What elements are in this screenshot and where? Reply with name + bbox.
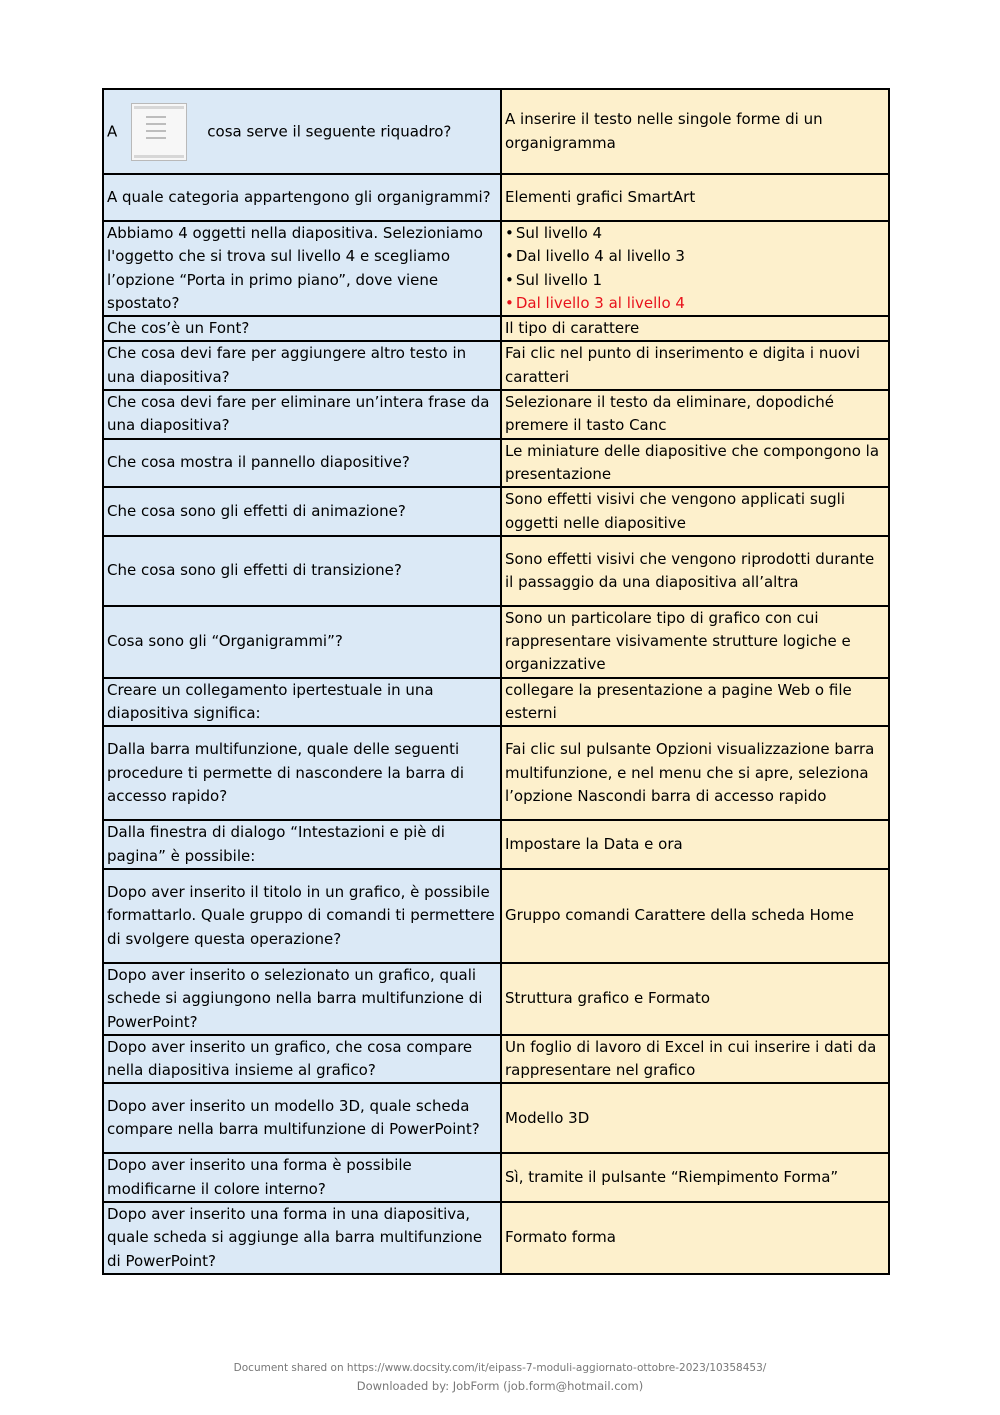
option-text: Dal livello 4 al livello 3 <box>515 247 685 266</box>
question-cell: Dopo aver inserito o selezionato un grafico, quali schede si aggiungono nella barra multifunzione di PowerPoint? <box>103 963 501 1035</box>
answer-cell: Impostare la Data e ora <box>501 820 889 869</box>
question-cell: Dopo aver inserito una forma in una diapositiva, quale scheda si aggiunge alla barra multifunzione di PowerPoint? <box>103 1202 501 1274</box>
question-cell: Che cosa mostra il pannello diapositive? <box>103 439 501 488</box>
footer-shared-notice: Document shared on https://www.docsity.com/it/eipass-7-moduli-aggiornato-ottobre-2023/10358453/ <box>233 1362 767 1374</box>
answer-cell: Selezionare il testo da eliminare, dopodiché premere il tasto Canc <box>501 390 889 439</box>
question-cell: Che cosa sono gli effetti di animazione? <box>103 487 501 536</box>
answer-cell: Gruppo comandi Carattere della scheda Home <box>501 869 889 963</box>
option-text: Dal livello 3 al livello 4 <box>515 293 685 312</box>
option-text: Sul livello 1 <box>515 270 603 289</box>
answer-cell: Struttura grafico e Formato <box>501 963 889 1035</box>
answer-cell: A inserire il testo nelle singole forme di un organigramma <box>501 89 889 174</box>
answer-cell: Sono un particolare tipo di grafico con cui rappresentare visivamente strutture logiche e organizzative <box>501 606 889 678</box>
question-cell <box>103 89 501 174</box>
table-row <box>103 487 889 536</box>
bullet-marker: • <box>505 247 514 266</box>
answer-cell: Le miniature delle diapositive che compongono la presentazione <box>501 439 889 488</box>
question-cell: Dopo aver inserito il titolo in un grafico, è possibile formattarlo. Quale gruppo di comandi ti permettere di svolgere questa operazione? <box>103 869 501 963</box>
table-row <box>103 726 889 820</box>
question-cell: Abbiamo 4 oggetti nella diapositiva. Selezioniamo l'oggetto che si trova sul livello 4 e scegliamo l’opzione “Porta in primo piano”, dove viene spostato? <box>103 221 501 316</box>
answer-option <box>505 269 885 292</box>
answer-option-correct <box>505 292 885 315</box>
option-text: Sul livello 4 <box>515 224 603 242</box>
answer-cell: collegare la presentazione a pagine Web o file esterni <box>501 678 889 727</box>
answer-cell: Fai clic sul pulsante Opzioni visualizzazione barra multifunzione, e nel menu che si apre, seleziona l’opzione Nascondi barra di accesso rapido <box>501 726 889 820</box>
question-cell: Dalla barra multifunzione, quale delle seguenti procedure ti permette di nascondere la barra di accesso rapido? <box>103 726 501 820</box>
answer-option <box>505 245 885 268</box>
footer-downloaded-by: Downloaded by: JobForm (job.form@hotmail.com) <box>356 1379 644 1393</box>
answer-cell: Sì, tramite il pulsante “Riempimento Forma” <box>501 1153 889 1202</box>
table-row <box>103 341 889 390</box>
question-cell: Che cos’è un Font? <box>103 316 501 341</box>
answer-cell: Sono effetti visivi che vengono riprodotti durante il passaggio da una diapositiva all’altra <box>501 536 889 606</box>
table-row <box>103 1202 889 1274</box>
bullet-marker: • <box>505 270 514 289</box>
answer-cell: Modello 3D <box>501 1083 889 1153</box>
question-prefix: A <box>107 122 118 140</box>
table-row <box>103 820 889 869</box>
qa-table <box>102 88 890 1275</box>
question-cell: Dopo aver inserito un modello 3D, quale scheda compare nella barra multifunzione di PowerPoint? <box>103 1083 501 1153</box>
answer-option <box>505 222 885 245</box>
question-text: cosa serve il seguente riquadro? <box>207 122 452 140</box>
table-row <box>103 174 889 221</box>
answer-cell: Formato forma <box>501 1202 889 1274</box>
table-row <box>103 963 889 1035</box>
question-cell: Che cosa sono gli effetti di transizione? <box>103 536 501 606</box>
answer-cell: Fai clic nel punto di inserimento e digita i nuovi caratteri <box>501 341 889 390</box>
table-row <box>103 869 889 963</box>
table-row <box>103 536 889 606</box>
question-cell: A quale categoria appartengono gli organigrammi? <box>103 174 501 221</box>
question-cell: Dalla finestra di dialogo “Intestazioni e piè di pagina” è possibile: <box>103 820 501 869</box>
question-cell: Dopo aver inserito una forma è possibile modificarne il colore interno? <box>103 1153 501 1202</box>
bullet-marker: • <box>505 293 514 312</box>
panel-thumbnail-image <box>131 103 187 161</box>
table-row <box>103 316 889 341</box>
table-row <box>103 221 889 316</box>
question-cell: Che cosa devi fare per aggiungere altro testo in una diapositiva? <box>103 341 501 390</box>
answer-cell: Il tipo di carattere <box>501 316 889 341</box>
table-row <box>103 678 889 727</box>
question-cell: Creare un collegamento ipertestuale in una diapositiva significa: <box>103 678 501 727</box>
question-cell: Che cosa devi fare per eliminare un’intera frase da una diapositiva? <box>103 390 501 439</box>
question-cell: Cosa sono gli “Organigrammi”? <box>103 606 501 678</box>
table-row <box>103 606 889 678</box>
answer-cell: Sono effetti visivi che vengono applicati sugli oggetti nelle diapositive <box>501 487 889 536</box>
table-row <box>103 439 889 488</box>
question-cell: Dopo aver inserito un grafico, che cosa compare nella diapositiva insieme al grafico? <box>103 1035 501 1084</box>
bullet-marker: • <box>505 224 514 242</box>
table-row <box>103 89 889 174</box>
table-row <box>103 1083 889 1153</box>
answer-cell <box>501 221 889 316</box>
answer-cell: Elementi grafici SmartArt <box>501 174 889 221</box>
table-row <box>103 1153 889 1202</box>
table-row <box>103 390 889 439</box>
table-row <box>103 1035 889 1084</box>
answer-cell: Un foglio di lavoro di Excel in cui inserire i dati da rappresentare nel grafico <box>501 1035 889 1084</box>
